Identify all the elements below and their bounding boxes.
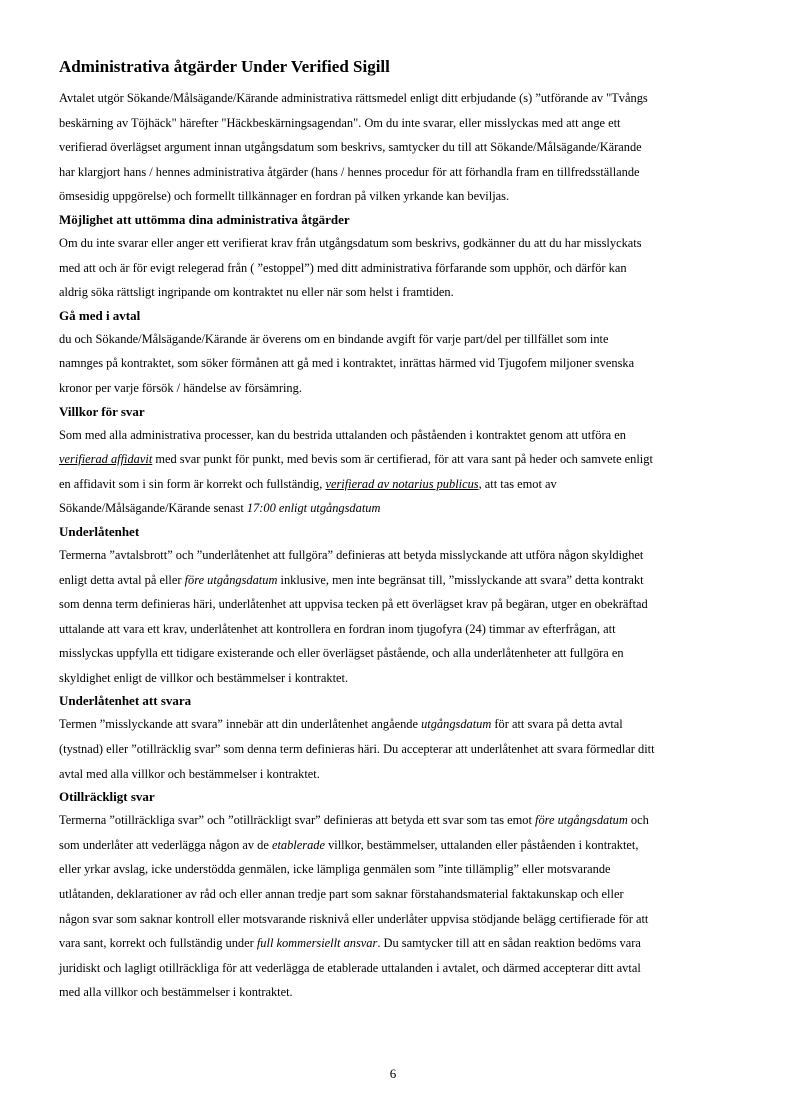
emphasis-text: före utgångsdatum [535, 813, 628, 828]
paragraph-line: du och Sökande/Målsägande/Kärande är överens om en bindande avgift för varje part/del per tillfället som inte [59, 331, 609, 346]
paragraph-line: aldrig söka rättsligt ingripande om kontraktet nu eller när som helst i framtiden. [59, 285, 454, 300]
paragraph-text: villkor, bestämmelser, uttalanden eller påståenden i kontraktet, [324, 837, 639, 852]
paragraph-line: namnges på kontraktet, som söker förmånen att gå med i kontraktet, inrättas härmed vid Tjugofem miljoner svenska [59, 356, 635, 371]
emphasis-text: före utgångsdatum [184, 572, 278, 587]
paragraph-text: inklusive, men inte begränsat till, ”misslyckande att svara” detta kontrakt [277, 572, 644, 587]
paragraph-line: skyldighet enligt de villkor och bestämmelser i kontraktet. [59, 670, 349, 685]
deadline-text: 17:00 enligt utgångsdatum [246, 501, 381, 516]
paragraph-text: med svar punkt för punkt, med bevis som är certifierad, för att vara sant på heder och samvete enligt [152, 452, 653, 467]
page-number: 6 [389, 1066, 397, 1081]
failure-to-respond-paragraph [59, 712, 771, 786]
paragraph-line: verifierad överlägset argument innan utgångsdatum som beskrivs, samtycker du till att Sökande/Målsägande/Kärande [59, 140, 642, 155]
paragraph-line: kronor per varje försök / händelse av försämring. [59, 380, 302, 395]
paragraph-text: en affidavit som i sin form är korrekt och fullständig, [59, 476, 326, 491]
paragraph-text: vara sant, korrekt och fullständig under [59, 936, 257, 951]
estoppel-paragraph [59, 231, 771, 305]
section-heading-failure: Underlåtenhet [59, 523, 140, 539]
paragraph-line: (tystnad) eller ”otillräcklig svar” som denna term definieras häri. Du accepterar att underlåtenhet att svara förmedlar ditt [59, 742, 655, 757]
paragraph-text: och [627, 813, 649, 828]
paragraph-line: juridiskt och lagligt otillräckliga för att vederlägga de etablerade uttalanden i avtalet, och därmed accepterar ditt avtal [59, 960, 641, 975]
paragraph-line: eller yrkar avslag, icke understödda genmälen, icke lämpliga genmälen som ”inte tillämplig” eller motsvarande [59, 862, 611, 877]
paragraph-text: . Du samtycker till att en sådan reaktion bedöms vara [377, 936, 641, 951]
paragraph-line: utlåtanden, deklarationer av råd och eller annan tredje part som saknar förstahandsmaterial faktakunskap och eller [59, 887, 624, 902]
emphasis-text: utgångsdatum [421, 717, 492, 732]
paragraph-text: enligt detta avtal på eller [59, 572, 185, 587]
paragraph-line: som denna term definieras häri, underlåtenhet att uppvisa tecken på ett överlägset krav på begäran, utger en obekräftad [59, 597, 648, 612]
paragraph-line [59, 712, 771, 737]
paragraph-line: Som med alla administrativa processer, kan du bestrida uttalanden och påståenden i kontraktet genom att utföra en [59, 427, 626, 442]
paragraph-text: Sökande/Målsägande/Kärande senast [59, 501, 247, 516]
paragraph-line: Termerna ”avtalsbrott” och ”underlåtenhet att fullgöra” definieras att betyda misslyckande att utföra någon skyldighet [59, 547, 644, 562]
paragraph-line: avtal med alla villkor och bestämmelser i kontraktet. [59, 766, 320, 781]
section-heading-terms: Villkor för svar [59, 403, 145, 419]
paragraph-text: Termerna ”otillräckliga svar” och ”otillräckligt svar” definieras att betyda ett svar som tas emot [59, 813, 535, 828]
terms-paragraph [59, 423, 771, 521]
paragraph-line [59, 472, 771, 497]
paragraph-line: misslyckas uppfylla ett tidigare existerande och eller överlägset påstående, och alla underlåtenheter att fullgöra en [59, 646, 624, 661]
section-heading-insufficient: Otillräckligt svar [59, 789, 155, 805]
page-title: Administrativa åtgärder Under Verified Sigill [59, 57, 390, 76]
insufficient-paragraph [59, 808, 771, 1005]
paragraph-line: uttalande att vara ett krav, underlåtenhet att kontrollera en fordran inom tjugofyra (24) timmar av efterfrågan, att [59, 621, 616, 636]
paragraph-line [59, 447, 771, 472]
paragraph-line: Om du inte svarar eller anger ett verifierat krav från utgångsdatum som beskrivs, godkänner du att du har misslyckats [59, 235, 642, 250]
paragraph-line: har klargjort hans / hennes administrativa åtgärder (hans / hennes procedur för att förhandla fram en tillfredsställande [59, 164, 640, 179]
emphasis-text: etablerade [271, 837, 325, 852]
failure-paragraph [59, 543, 771, 691]
paragraph-line [59, 833, 771, 858]
paragraph-line [59, 931, 771, 956]
paragraph-line: ömsesidig uppgörelse) och formellt tillkännager en fordran på vilken yrkande kan beviljas. [59, 189, 510, 204]
paragraph-line: med alla villkor och bestämmelser i kontraktet. [59, 985, 293, 1000]
paragraph-line: beskärning av Töjhäck" härefter "Häckbeskärningsagendan". Om du inte svarar, eller misslyckas med att ange ett [59, 115, 621, 130]
notarized-link[interactable]: verifierad av notarius publicus [325, 476, 479, 491]
intro-paragraph [59, 86, 771, 209]
section-heading-failure-to-respond: Underlåtenhet att svara [59, 693, 192, 709]
paragraph-text: , att tas emot av [478, 476, 557, 491]
paragraph-line [59, 496, 771, 521]
section-heading-join: Gå med i avtal [59, 307, 141, 323]
paragraph-line: någon svar som saknar kontroll eller motsvarande risknivå eller underlåter uppvisa stödjande belägg certifierade för att [59, 911, 649, 926]
emphasis-text: full kommersiellt ansvar [256, 936, 378, 951]
paragraph-line: Avtalet utgör Sökande/Målsägande/Kärande administrativa rättsmedel enligt ditt erbjudande (s) ”utförande av "Tvångs [59, 91, 648, 105]
document-body [59, 86, 771, 1005]
section-heading-estoppel: Möjlighet att uttömma dina administrativa åtgärder [59, 211, 350, 227]
paragraph-line: med att och är för evigt relegerad från ( ”estoppel”) med ditt administrativa förfarande som upphör, och därför kan [59, 260, 627, 275]
paragraph-text: som underlåter att vederlägga någon av de [59, 837, 272, 852]
paragraph-line [59, 568, 771, 593]
paragraph-text: för att svara på detta avtal [491, 717, 623, 732]
join-paragraph [59, 327, 771, 401]
paragraph-text: Termen ”misslyckande att svara” innebär att din underlåtenhet angående [59, 717, 422, 732]
verified-affidavit-link[interactable]: verifierad affidavit [59, 452, 153, 467]
paragraph-line [59, 808, 771, 833]
